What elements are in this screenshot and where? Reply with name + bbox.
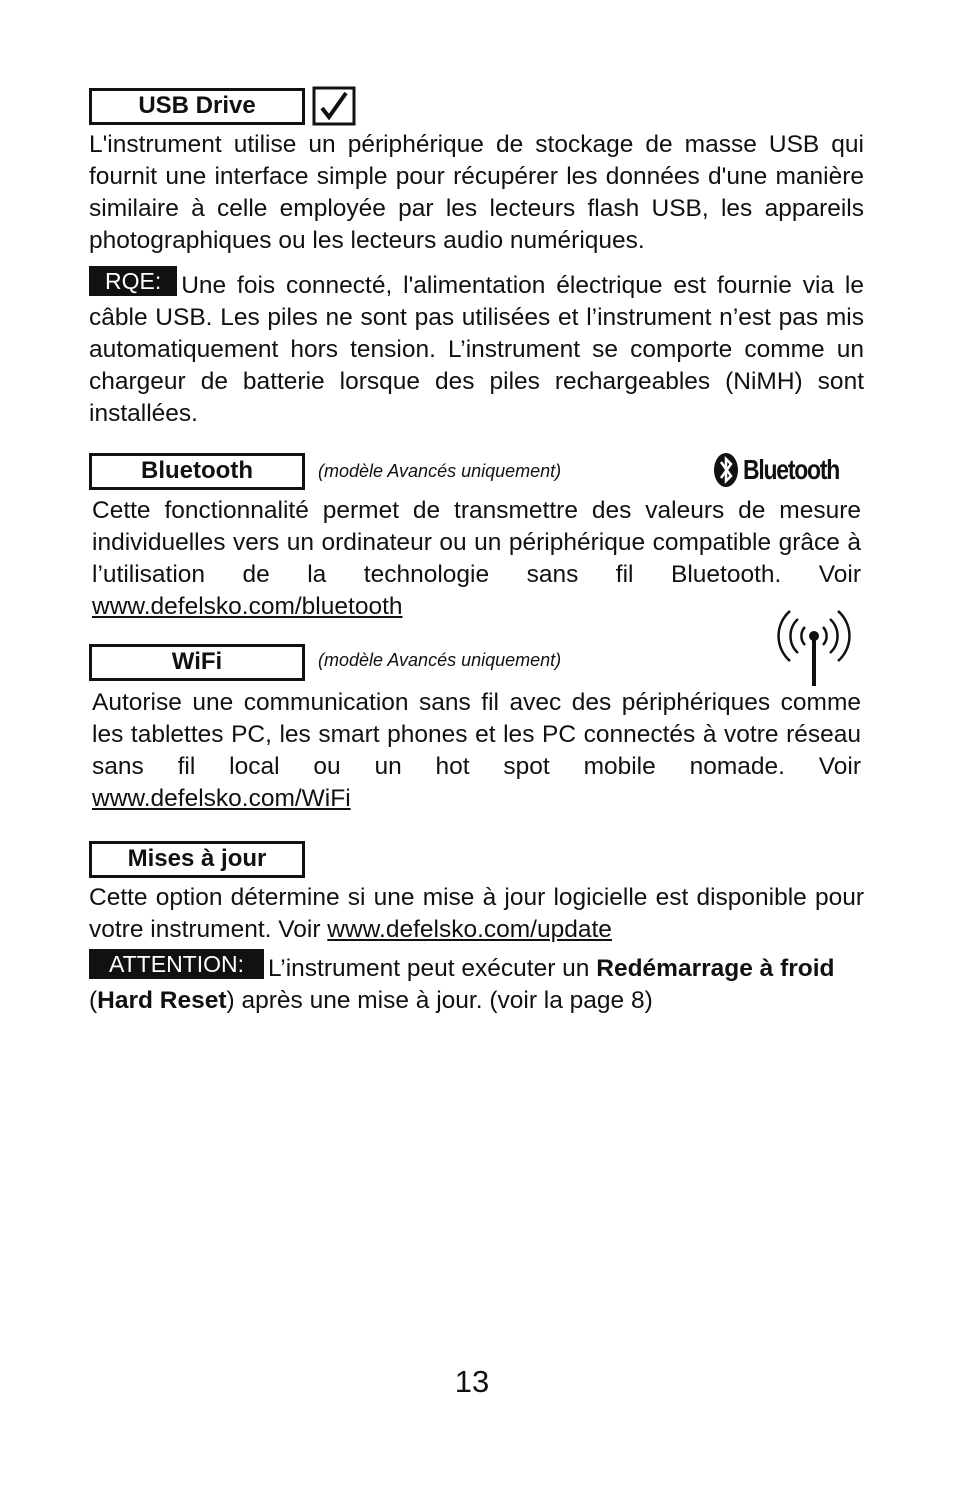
wifi-text: Autorise une communication sans fil avec des périphériques comme les tablettes PC, les smart phones et les PC connectés à votre réseau sans fil local ou un hot spot mobile nomade. Voir	[92, 689, 861, 780]
updates-description	[89, 882, 864, 946]
bluetooth-label: Bluetooth	[89, 453, 305, 490]
wifi-description	[92, 687, 861, 815]
usb-note-text: Une fois connecté, l'alimentation électrique est fournie via le câble USB. Les piles ne sont pas utilisées et l’instrument n’est pas mis automatiquement hors tension. L’instrument se comporte comme un chargeur de batterie lorsque des piles rechargeables (NiMH) sont installées.	[89, 272, 864, 427]
wifi-model-note: (modèle Avancés uniquement)	[318, 650, 562, 670]
attention-text-2: (	[89, 987, 98, 1014]
wifi-link[interactable]: www.defelsko.com/WiFi	[92, 785, 351, 812]
bluetooth-logo-text: Bluetooth	[743, 454, 840, 485]
usb-drive-label: USB Drive	[89, 88, 305, 125]
updates-label: Mises à jour	[89, 841, 305, 878]
note-tag: RQE:	[89, 266, 177, 296]
attention-bold-2: Hard Reset	[97, 987, 227, 1014]
usb-note	[89, 270, 864, 430]
attention-tag: ATTENTION:	[89, 949, 264, 979]
usb-description: L'instrument utilise un périphérique de stockage de masse USB qui fournit une interface simple pour récupérer les données d'une manière similaire à celle employée par les lecteurs flash USB, les appareils photographiques ou les lecteurs audio numériques.	[89, 131, 864, 254]
attention-note	[89, 953, 864, 1017]
bluetooth-link[interactable]: www.defelsko.com/bluetooth	[92, 593, 403, 620]
bluetooth-text: Cette fonctionnalité permet de transmettre des valeurs de mesure individuelles vers un ordinateur ou un périphérique compatible grâce à l’utilisation de la technologie sans fil Bluetooth. Voir	[92, 497, 861, 588]
attention-bold-1: Redémarrage à froid	[596, 955, 835, 982]
wifi-label: WiFi	[89, 644, 305, 681]
page-number: 13	[454, 1364, 490, 1399]
checkmark-box-icon	[312, 86, 356, 126]
attention-text-3: ) après une mise à jour. (voir la page 8)	[226, 987, 653, 1014]
bluetooth-logo	[713, 450, 863, 490]
wifi-antenna-icon	[776, 606, 852, 688]
updates-text: Cette option détermine si une mise à jour logicielle est disponible pour votre instrument. Voir	[89, 884, 864, 943]
bluetooth-description	[92, 495, 861, 623]
bluetooth-model-note: (modèle Avancés uniquement)	[318, 461, 562, 481]
updates-link[interactable]: www.defelsko.com/update	[327, 916, 612, 943]
attention-text-1: L’instrument peut exécuter un	[268, 955, 590, 982]
